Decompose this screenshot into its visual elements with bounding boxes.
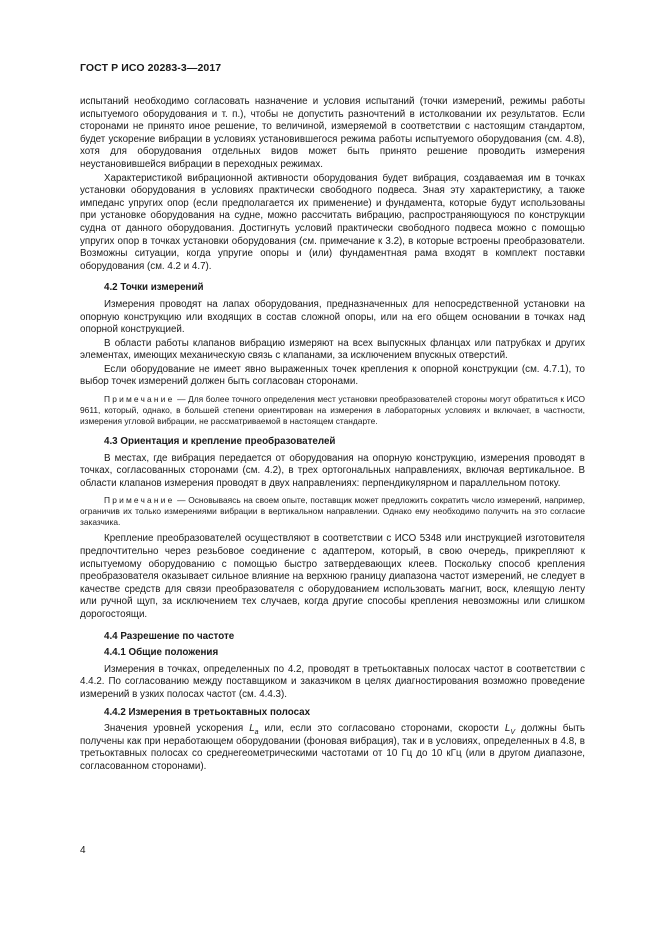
paragraph: Крепление преобразователей осуществляют в соответствии с ИСО 5348 или инструкцией изготовителя предпочтительно через резьбовое соединение с адаптером, который, в свою очередь, прикрепляют к испытуемому оборудованию с помощью быстро затвердевающих клеев. Поскольку способ крепления преобразователя оказывает сильное влияние на верхнюю границу диапазона частот измерений, не следует в качестве средств для связи преобразователя с оборудованием использовать магнит, воск, клеящую ленту или ручной щуп, за исключением тех случаев, когда другие способы крепления невозможны или слишком дорогостоящи. (80, 533, 585, 620)
paragraph (80, 723, 585, 773)
paragraph: Характеристикой вибрационной активности оборудования будет вибрация, создаваемая им в точках установки оборудования в условиях практически свободного подвеса. Зная эту характеристику, а также импеданс упругих опор (если предполагается их применение) и фундамента, которые будут использованы при установке оборудования на судне, можно рассчитать вибрацию, распространяющуюся по конструкции судна от данного оборудования. Достигнуть условий практически свободного подвеса можно с помощью упругих опор в точках установки оборудования (см. примечание к 3.2), в которые встроены преобразователи. Возможны ситуации, когда упругие опоры и (или) фундаментная рама входят в комплект поставки оборудования (см. 4.2 и 4.7). (80, 172, 585, 272)
text-run: должны быть получены как при неработающем оборудовании (фоновая вибрация), так и в условиях, определенных в 4.8, в третьоктавных полосах со среднегеометрическими частотами от 10 Гц до 10 кГц (или в другом диапазоне, согласованном сторонами). (80, 723, 585, 772)
section-heading-4-4-2: 4.4.2 Измерения в третьоктавных полосах (104, 706, 311, 718)
paragraph: В местах, где вибрация передается от оборудования на опорную конструкцию, измерения проводят в точках, согласованных сторонами (см. 4.2), в трех ортогональных направлениях, включая вертикальное. В области клапанов измерения проводят в двух направлениях: перпендикулярном и параллельном потоку. (80, 452, 585, 489)
paragraph: В области работы клапанов вибрацию измеряют на всех выпускных фланцах или патрубках и других элементах, имеющих механическую связь с клапанами, за исключением впускных отверстий. (80, 337, 585, 362)
text-run: или, если это согласовано сторонами, скорости (258, 723, 505, 735)
note-label: Примечание (104, 394, 175, 405)
page-number: 4 (80, 845, 86, 856)
note-text: — Для более точного определения мест установки преобразователей стороны могут обратиться к ИСО 9611, который, однако, в большей степени ориентирован на измерения в лабораторных условиях и включает, в частности, измерения угловой вибрации, не рассматриваемой в настоящем стандарте. (80, 394, 585, 427)
symbol-letter: L (249, 723, 255, 735)
section-heading-4-4-1: 4.4.1 Общие положения (104, 647, 219, 659)
note-label: Примечание (104, 495, 175, 506)
paragraph: Измерения проводят на лапах оборудования, предназначенных для непосредственной установки на опорную конструкцию или входящих в состав сложной опоры, или на его общем основании в точках над опорной конструкцией. (80, 298, 585, 336)
symbol-subscript: a (254, 729, 259, 737)
symbol-letter: L (504, 723, 511, 735)
section-heading-4-3: 4.3 Ориентация и крепление преобразователей (104, 436, 336, 448)
section-heading-4-4: 4.4 Разрешение по частоте (104, 630, 235, 642)
symbol-Lv (504, 723, 516, 737)
note (80, 495, 585, 528)
note (80, 394, 585, 427)
note-text: — Основываясь на своем опыте, поставщик может предложить сократить число измерений, например, ограничив их только измерениями вибрации в вертикальном направлении. Однако ему необходимо получить на это согласие заказчика. (80, 495, 585, 528)
text-run: Значения уровней ускорения (104, 723, 250, 735)
paragraph: Если оборудование не имеет явно выраженных точек крепления к опорной конструкции (см. 4.7.1), то выбор точек измерений должен быть согласован сторонами. (80, 363, 585, 388)
document-header: ГОСТ Р ИСО 20283-3—2017 (80, 62, 222, 74)
symbol-La (249, 723, 259, 737)
page-body (80, 96, 585, 775)
paragraph: Измерения в точках, определенных по 4.2, проводят в третьоктавных полосах частот в соответствии с 4.4.2. По согласованию между поставщиком и заказчиком в целях диагностирования возможно проведение измерений в узких полосах частот (см. 4.4.3). (80, 663, 585, 700)
paragraph: испытаний необходимо согласовать назначение и условия испытаний (точки измерений, режимы работы испытуемого оборудования и т. п.), чтобы не допустить разночтений в истолковании их результатов. Если сторонами не принято иное решение, то величиной, измеряемой в соответствии с настоящим стандартом, будет ускорение вибрации в условиях установившегося режима работы испытуемого оборудования (см. 4.8), хотя для оборудования отдельных видов может быть принято решение проводить измерения неустановившейся вибрации в переходных режимах. (80, 96, 585, 170)
section-heading-4-2: 4.2 Точки измерений (104, 282, 204, 294)
symbol-subscript: V (510, 729, 516, 737)
